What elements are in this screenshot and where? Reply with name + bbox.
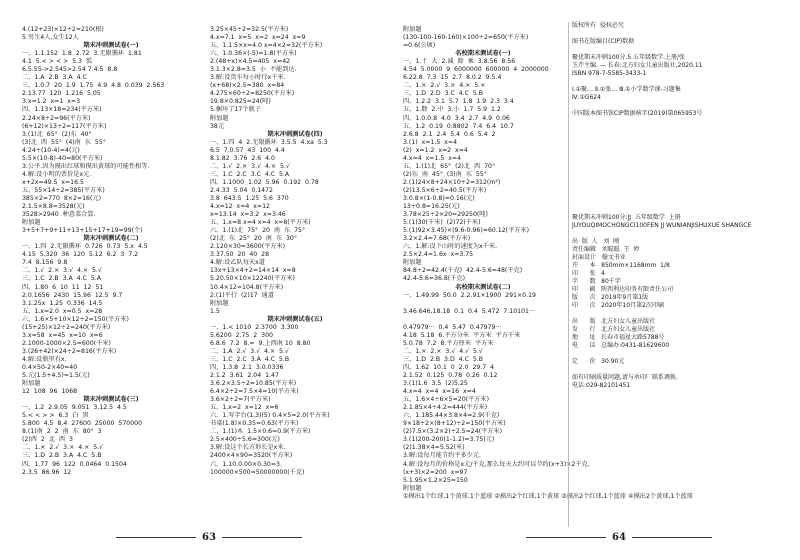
text-line: 一、1.2 2.9.05 9.051 3.12.5 4.5 xyxy=(22,404,127,412)
text-line: 2.5×400÷5.6=300(元) xyxy=(210,436,280,444)
text-line: 五、1.6×4÷6×5=20(平方米) xyxy=(403,396,490,404)
text-line: 42.4-5.6=36.8(千克) xyxy=(403,275,466,283)
text-line: 3.1.3×2.8=3.5 小 不能到达. xyxy=(210,66,297,74)
text-line xyxy=(572,126,777,134)
text-line: JUYOUQIMOCHONGCI100FEN JJ WUNIANJISHUXUE SHANGCE xyxy=(572,222,752,229)
text-line: 0.4×50-2×40=40 xyxy=(22,363,78,371)
text-line: 84.8÷2=42.4(千克) 42.4-5.6=48(千克) xyxy=(403,267,523,275)
text-line: 一、1.49.99 50.0 2.2.91×1900 291×0.19 xyxy=(403,291,536,299)
text-line: 四、1.80 6 10 11 12 51 xyxy=(22,283,104,291)
text-line: 2.0.1656 2430 15.96 12.5 9.7 xyxy=(22,291,123,299)
text-line: 3.6×2÷2=7(平方米) xyxy=(210,396,271,404)
text-line: 一、1.四 2.无限循环 0.726 0.73 5.x 4.5 xyxy=(22,243,148,251)
text-line: 13÷0.8=16.25(元) xyxy=(403,203,460,211)
section-heading: 名校期末测试卷(一) xyxy=(455,50,511,58)
text-line: 3.46.646,18.18 0.1 0.4 5.472 7.10101··· xyxy=(403,307,535,315)
text-line: 3.6.2×3.5÷2=10.85(平方米) xyxy=(210,380,297,388)
text-line: x=13.14 x=3.2 x=3.46 xyxy=(210,211,286,219)
text-line: 二、1.(1)木 1.5×0.6=0.9(平方米) xyxy=(210,428,311,436)
text-line: 四、1.2.2 3.1 5.7 1.8 1.9 2.3 3.4 xyxy=(403,98,514,106)
text-line: 5.男生4人,女生12人 xyxy=(22,34,79,42)
text-line: 五、1.数 2.中 3.小 1.7 5.9 1.2 xyxy=(403,106,501,114)
answer-column-1 xyxy=(22,26,200,477)
text-line: 聚优期末冲刺100分:JJ 五年级数学 上册 xyxy=(572,214,681,221)
text-line: (2)1.38×4=5.52(米) xyxy=(403,444,465,452)
text-line: 定 价 30.90元 xyxy=(572,358,625,365)
text-line: 3.x=1.2 x=1 x=3 xyxy=(22,98,81,106)
text-line: 3.解:设这个长方形长是x米. xyxy=(210,444,286,452)
text-line: 六、1.185.44×3.8×4=2.9(千克) xyxy=(403,412,500,420)
section-heading: 期末冲刺测试卷(一) xyxy=(83,42,139,50)
text-line: 二、1.√ 2.× 3.√ 4.× 5.√ xyxy=(210,162,290,170)
text-line: 3.78×25÷2×20=29250(吨) xyxy=(403,211,488,219)
text-line: (3)北 西 55° (4)南 东 55° xyxy=(22,138,106,146)
text-line: 印 次 2020年10月第2次印刷 xyxy=(572,302,664,309)
text-line: 2.4.33 5.04 0.1472 xyxy=(210,186,273,194)
text-line: 五、1.(1)北 65° (2)北 西 70° xyxy=(403,162,496,170)
text-line: 开 本 850mm×1168mm 1/8 xyxy=(572,262,670,269)
page-number-right-text: 64 xyxy=(612,532,626,543)
text-line: (2)北 东 25° 20 南 东 30° xyxy=(210,235,297,243)
text-line: (2)西 2 北 西 3 xyxy=(22,436,73,444)
text-line: 4.x=4 x=1.5 x=4 xyxy=(403,154,462,162)
text-line xyxy=(572,78,777,86)
text-line: 12 108 96 1068 xyxy=(22,388,78,396)
text-line: 4.x=7.1 x=5 x=2 x=24 x=9 xyxy=(210,34,306,42)
text-line: 2400×4×90=3520(平方米) xyxy=(210,452,293,460)
text-line: 附加题 xyxy=(22,219,41,227)
text-line: 玉芹主编. — 长春:北方妇女儿童出版社,2020.11 xyxy=(572,62,703,69)
text-line: ISBN 978-7-5585-3433-1 xyxy=(572,70,647,77)
text-line xyxy=(403,300,563,308)
text-line: 8.(1)南 2 2 南 东 80° 3 xyxy=(22,428,102,436)
text-line: 3.2×2.4=7.68(平方米) xyxy=(403,235,471,243)
text-line: 3.25×45÷2=32.5(平方米) xyxy=(210,26,289,33)
text-line: 0.47979··· 0.4 5.47 0.47979··· xyxy=(403,323,502,331)
text-line: 4.解:设小明的票价是x元. xyxy=(22,170,92,178)
text-line: 五、1.x=2 x=12 x=6 xyxy=(210,404,279,412)
text-line: (2)7.5×(3.2×2)÷2.5=24(平方米) xyxy=(403,428,503,436)
text-line: 三、1.C 2.C 3.C 4.C 5.A xyxy=(210,170,290,178)
text-line: 2.1.5×8.8=3528(元) xyxy=(22,203,85,211)
text-line: 四、1.0.0.8 4.0 3.4 2.7 4.9 0.06 xyxy=(403,114,510,122)
text-line: (2)13.5×6÷2=40.5(平方米) xyxy=(403,186,487,194)
text-line: 三、1.0.7 20 1.9 1.75 4.9 4.8 0.039 2.563 xyxy=(22,82,165,90)
text-line: 一、1.1.152 1.8 2.72 3.无限循环 1.81 xyxy=(22,50,142,58)
text-line: 3528>2940 种意菜合算. xyxy=(22,211,96,219)
text-line: (x+68)×2.5=380 x=84 xyxy=(210,82,285,90)
text-line: 电话:029-82101451 xyxy=(572,382,631,389)
text-line: 100000×500=50000000(千克) xyxy=(210,468,305,476)
text-line: 如有印刷质量问题,请与承印厂联系调换. xyxy=(572,374,678,381)
text-line: 四、1.62 10.1 0 2.0 29.7 4 xyxy=(403,363,495,371)
text-line: 3.8 643.5 1.25 5.6 370 xyxy=(210,194,289,202)
text-line: 3+5+7+9+11+13+15+17+19=99(个) xyxy=(22,227,143,235)
text-line: ①摸出1个红球,1个黄球.1个蓝球 ②摸出2个红球,1个黄球 ③摸出2个红球,1个蓝球 ④摸出2个黄球,1个蓝球 xyxy=(403,492,693,500)
column-separator xyxy=(568,22,569,527)
text-line xyxy=(572,190,777,198)
text-line: 二、1.√ 2.× 3.√ 4.× 5.√ xyxy=(22,267,102,275)
text-line: 6.5 7.0.57 43 100 4.4 xyxy=(210,146,285,154)
section-heading: 期末冲刺测试卷(五) xyxy=(267,315,323,323)
text-line: 附加题 xyxy=(403,484,422,492)
text-line: 五、1.2 0.19 0.8802 7.4 6.4 10.7 xyxy=(403,122,514,130)
text-line xyxy=(403,316,563,324)
section-heading: 期末冲刺测试卷(二) xyxy=(83,235,139,243)
text-line: 7.4 8.156 9.8 xyxy=(22,259,68,267)
text-line: 六、1.解:设下山时的速度为x千米. xyxy=(403,243,498,251)
text-line xyxy=(572,174,777,182)
text-line xyxy=(572,158,777,166)
text-line xyxy=(572,198,777,206)
text-line: 3.(1) x=1.5 x=4 xyxy=(403,138,458,146)
text-line: 4.1 5.< > < > 5.3 弧 xyxy=(22,58,93,66)
text-line: 5.5×(10-8)-40=80(平方米) xyxy=(22,154,103,162)
text-line xyxy=(572,102,777,110)
text-line xyxy=(572,134,777,142)
text-line: 13x+13×4+2=14×14 x=8 xyxy=(210,267,296,275)
text-line: x+2x=49.5 x=16.5 xyxy=(22,178,84,186)
text-line: 责任编辑 刘聪聪 王 婷 xyxy=(572,246,640,253)
text-line: (15+25)×12÷2=240(平方米) xyxy=(22,323,111,331)
text-line: 四、1.1000 1.02 5.96 0.192 0.78 xyxy=(210,178,319,186)
text-line: (2)东 南 45° (3)南 东 55° xyxy=(403,170,487,178)
text-line: 5.1.95×1.2×25=150 xyxy=(403,476,468,484)
text-line: 2.(48+x)×4.5=405 x=42 xyxy=(210,58,291,66)
text-line: 六、1.6×5+10×12÷2=150(平方米) xyxy=(22,315,129,323)
text-line: 3.1.25x 1.25 0.336 14.5 xyxy=(22,299,103,307)
text-line: 5.元(1.5+4.5)=1.5(元) xyxy=(22,372,90,380)
text-line: 三、1.D 2.B 3.D 4.C 5.B xyxy=(403,355,483,363)
text-line: Ⅳ.①G624 xyxy=(572,94,601,101)
text-line xyxy=(572,150,777,158)
page-number-right xyxy=(520,532,718,543)
text-line: 发 行 北方妇女儿童出版社 xyxy=(572,326,656,333)
page-number-left xyxy=(110,532,308,543)
page-number-left-text: 63 xyxy=(202,532,216,543)
text-line: 3.0.8×(1-0.8)=0.16(元) xyxy=(403,194,475,202)
text-line: 9×18÷2×(8+12)÷2=150(平方米) xyxy=(403,420,506,428)
section-heading: 期末冲刺测试卷(四) xyxy=(267,130,323,138)
text-line: 3.(1)200-200(1-1.2)=3.75(元) xyxy=(403,436,495,444)
text-line: 地 址 长春市福祉大路5788号 xyxy=(572,334,665,341)
text-line xyxy=(572,46,777,54)
text-line xyxy=(572,118,777,126)
text-line: 2.5×2.4=1.6x x=3.75 xyxy=(403,251,474,259)
text-line: 2.13.77 120 1.216 5.05 xyxy=(22,90,101,98)
text-line: 附加题 xyxy=(403,259,422,267)
text-line: 字 数 80千字 xyxy=(572,278,621,285)
text-line xyxy=(572,310,777,318)
text-line: 5.800 4.5 8.4 27600 25000 570000 xyxy=(22,420,143,428)
text-line xyxy=(572,166,777,174)
text-line: 三、1.C 2.B 3.A 4.C 5.A xyxy=(22,275,101,283)
text-line: 3.37.50 20 40 28 xyxy=(210,251,270,259)
text-line: 二、1.A 2.B 3.A 4.C xyxy=(22,74,87,82)
text-line: 4.解:设乙队每天x道 xyxy=(210,259,265,267)
text-line: 出 版 人 刘 刚 xyxy=(572,238,620,245)
text-line: 2.1.52 0.125 0.78 0.26 0.12 xyxy=(403,372,498,380)
text-line: 六、1.0.36×(-5)=1.8(平方米) xyxy=(210,50,297,58)
text-line: 5.捆坏了17个瓶子 xyxy=(210,106,261,114)
text-line: 4.x=4 x=4 x=16 x=4 xyxy=(403,388,476,396)
text-line: 三、1.D 2.B 3.A 4.C 5.B xyxy=(22,452,102,460)
text-line: 4.解:设每月的价格是x元/千克,那么每天大约可以节约(x+3)×2千克. xyxy=(403,460,590,468)
text-line: 5.20.50×10×12240(平方米) xyxy=(210,275,295,283)
text-line: 5.0.78 7.2 8.平方厘米 平方米 xyxy=(403,339,494,347)
text-line: =0.6(公顷) xyxy=(403,42,436,50)
text-line: 4.x=12 x=4 x=12 xyxy=(210,203,270,211)
text-line: 一、1.< 1010 2.3700 3.300 xyxy=(210,323,299,331)
section-heading: 名校期末测试卷(二) xyxy=(455,283,511,291)
text-line: 5.< < > > 6.3 白 黑 xyxy=(22,412,89,420)
text-line: 书桌(1.8)×0.35=0.63(平方米) xyxy=(210,420,299,428)
text-line: 2.1.2 3.61 2.04 1.47 xyxy=(210,372,279,380)
text-line: 4.解:设瓶里有x. xyxy=(22,355,67,363)
text-line: 3.公平.因为摸出红球和摸出黄球的可能性相等. xyxy=(22,162,150,170)
text-line: 5.6200 2.75 2 300 xyxy=(210,331,273,339)
text-line: 6.5.55->2.545>2.54 7.4.5 8.8 xyxy=(22,66,118,74)
text-line xyxy=(572,30,777,38)
text-line: 3.解:设货车每小时行x千米. xyxy=(210,74,286,82)
text-line: 四、1.77 96 122 0.0464 0.1504 xyxy=(22,460,127,468)
text-line: 六、1.(1)北 75° 20 南 东 75° xyxy=(210,227,306,235)
text-line: 5.(1)30(千米) (2)72(千米) xyxy=(403,219,481,227)
text-line: 4.54 5.0000 9 6000000 600000 4 2000000 xyxy=(403,66,549,74)
text-line: 二、1.× 2.× 3.√ 4.√ 5.√ xyxy=(403,347,483,355)
text-line: 1.5 xyxy=(210,307,220,315)
text-line: 出 版 北方妇女儿童出版社 xyxy=(572,318,656,325)
text-line: 附加题 xyxy=(210,299,229,307)
text-line xyxy=(572,182,777,190)
text-line: 2.1.85×4÷4.2=444(平方米) xyxy=(403,404,488,412)
text-line xyxy=(572,366,777,374)
text-line: 2.3.5 86.96 12 xyxy=(22,468,72,476)
text-line: 3.(26+42)×24÷2=816(平方米) xyxy=(22,347,117,355)
text-line: 封面设计 翰文书业 xyxy=(572,254,626,261)
text-line: 5.(1)92×3.45)×(9.6-0.96)=60.12(平方米) xyxy=(403,227,530,235)
text-line: 二、1.A 2.√ 3.√ 4.× 5.√ xyxy=(210,347,289,355)
text-line: 2.24×8÷2=96(平方米) xyxy=(22,114,91,122)
text-line: 3.(1)1.6 3.5 (2)5.25 xyxy=(403,380,468,388)
text-line: 8.1.82 3.76 2.6 4.0 xyxy=(210,154,275,162)
text-line: (x+3)×2=200 x=97 xyxy=(403,468,468,476)
text-line: 4.24÷(10-4)=4(元) xyxy=(22,146,80,154)
text-line: 六、1.10.0.00×0.30=3. xyxy=(210,460,282,468)
text-line: (130-100-160-160)×100÷2=650(平方米) xyxy=(403,34,529,42)
text-line xyxy=(572,142,777,150)
text-line: 10.4×12=104.8(平方米) xyxy=(210,283,284,291)
text-line: (6+12)×13÷2=117(平方米) xyxy=(22,122,107,130)
text-line: 6.4×2÷2=7.5×4=10(平方米) xyxy=(210,388,299,396)
text-line: 3.解:设每月能节约平多少元. xyxy=(403,452,482,460)
text-line xyxy=(572,230,777,238)
text-line: 图书在版编目(CIP)数据 xyxy=(572,38,635,45)
text-line: 2.120×30=3600(平方米) xyxy=(210,243,286,251)
text-line: 3.x=58 x=45 x=10 x=6 xyxy=(22,331,103,339)
text-line: 三、1.D 2.D 3.C 4.C 5.B xyxy=(403,90,484,98)
text-line: 一、1.十 大 2.减 除 乘 3.8.56 8.56 xyxy=(403,58,516,66)
text-line: 印 张 4 xyxy=(572,270,605,277)
text-line: 四、1.3.8 2.1 3.0.0336 xyxy=(210,363,284,371)
text-line: 2.6.8 2.1 2.4 5.4 0.6 5.4 2 xyxy=(403,130,496,138)
text-line: 五、1.x=2.0 x=0.5 x=28 xyxy=(22,307,103,315)
text-line: (2) x=1.2 x=2 x=4 xyxy=(403,146,468,154)
text-line: 2.(1)24×8+24×10÷2=312(m²) xyxy=(403,178,501,186)
text-line: 4.275×60÷2=8250(平方米) xyxy=(210,90,295,98)
text-line: 中国版本图书馆CIP数据核字(2019)第065953号 xyxy=(572,110,703,117)
text-line: 二、1.× 2.√ 3.× 4.× 5.× xyxy=(403,82,486,90)
text-line: 附加题 xyxy=(403,26,422,33)
text-line: 19.8×0.825=24(吨) xyxy=(210,98,271,106)
text-line: 4.15 5.320 36 120 5.12 6.2 3 7.2 xyxy=(22,251,139,259)
text-line: 4.18 5.18 6.平方分米 平方米 平方千米 xyxy=(403,331,521,339)
text-line: 2.(1)平行 (2)17 通道 xyxy=(210,291,274,299)
text-line: 二、1.× 2.√ 3.× 4.× 5.√ xyxy=(22,444,104,452)
text-line: 6.8.6 7.2 8.= 9.上西南 10 8.80 xyxy=(210,339,311,347)
text-line: 2.1000-1000×2.5=600(千米) xyxy=(22,339,111,347)
answer-column-2 xyxy=(210,26,380,477)
text-line xyxy=(572,350,777,358)
text-line: 五、55×14÷2=385(平方米) xyxy=(22,186,105,194)
text-line: 附加题 xyxy=(210,114,229,122)
text-line: 一、1.四 4 2.无限循环 3.5.5 4.xa 5.3 xyxy=(210,138,328,146)
text-line: 电 话 总编办:0431-81629600 xyxy=(572,342,670,349)
text-line: 385×2=770 8×2=16(元) xyxy=(22,194,101,202)
text-line: 38元 xyxy=(210,122,225,130)
text-line: 三、1.C 2.C 3.A 4.C 5.B xyxy=(210,355,290,363)
text-line: 版权所有 侵权必究 xyxy=(572,22,624,29)
section-heading: 期末冲刺测试卷(三) xyxy=(83,396,139,404)
text-line xyxy=(572,206,777,214)
text-line: 五、1.x=8 x=4 x=4 x=8(平方米) xyxy=(210,219,311,227)
text-line: 印 刷 陕西利达印务有限责任公司 xyxy=(572,286,674,293)
text-line: Ⅰ.①聚… Ⅱ.①张… Ⅲ.①小学数学课-习题集 xyxy=(572,86,681,93)
text-line: 六、1.写字台(1.3)(5) 0.4×5=2.0(平方米) xyxy=(210,412,330,420)
text-line: 聚优期末冲刺100分.5.五年级数学.上册/张 xyxy=(572,54,686,61)
text-line: 五、1.1.5×x=4.0 x=4×2=32(平方米) xyxy=(210,42,323,50)
text-line: 3.(1)北 65° (2)东 40° xyxy=(22,130,92,138)
text-line: 版 次 2019年9月第1版 xyxy=(572,294,649,301)
text-line: 6.22.8 7.3 15 2.7 8.0.2 9.5.4 xyxy=(403,74,502,82)
text-line: 4.(12+23)×12÷2=210(根) xyxy=(22,26,104,33)
text-line: 四、1.13×18=234(平方米) xyxy=(22,106,102,114)
text-line: 附加题 xyxy=(22,380,41,388)
copyright-column xyxy=(572,22,777,390)
